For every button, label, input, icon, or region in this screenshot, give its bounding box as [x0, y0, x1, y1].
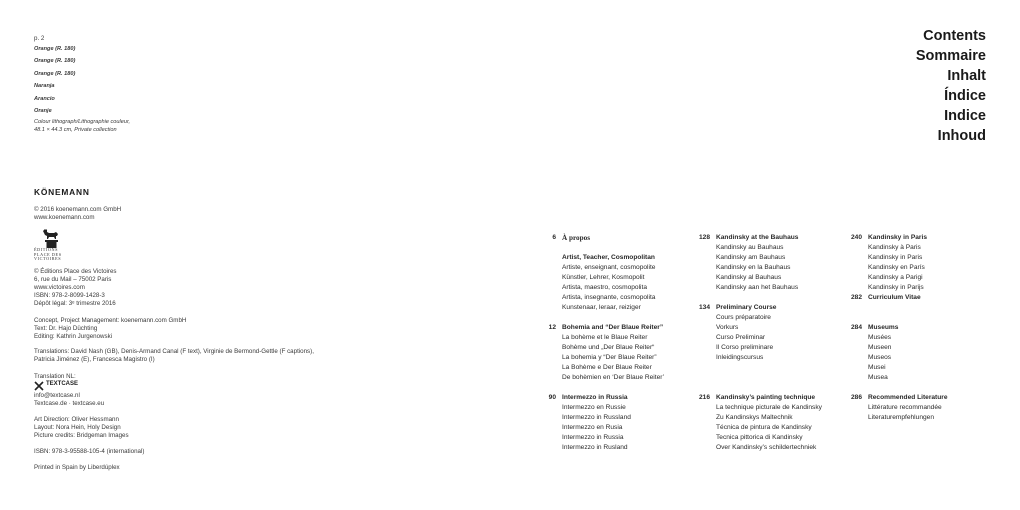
title-indice-es: Índice	[944, 88, 986, 104]
toc-heading[interactable]: Recommended Literature	[868, 394, 948, 401]
title-indice-it: Indice	[944, 108, 986, 124]
toc-translation: La bohème et le Blaue Reiter	[562, 334, 648, 341]
toc-section	[834, 293, 984, 303]
design-credits	[34, 416, 129, 440]
toc-translation: Museos	[868, 354, 892, 361]
publisher-brand: KÖNEMANN	[34, 187, 90, 197]
credit-line: Concept, Project Management: koenemann.com GmbH	[34, 317, 187, 324]
toc-translation: Littérature recommandée	[868, 404, 942, 411]
toc-heading[interactable]: Curriculum Vitae	[868, 294, 921, 301]
toc-translation: La bohemia y “Der Blaue Reiter”	[562, 354, 657, 361]
toc-translation: Kandinsky in Paris	[868, 254, 923, 261]
toc-heading[interactable]: À propos	[562, 234, 591, 242]
title-contents: Contents	[923, 28, 986, 44]
credit-line: Patricia Jiménez (E), Francesca Magistro (I)	[34, 356, 155, 363]
logo-text-line: PLACE DES	[34, 251, 62, 257]
toc-page-number: 6	[552, 234, 556, 241]
toc-translation: Musei	[868, 364, 886, 371]
toc-translation: Over Kandinsky’s schildertechniek	[716, 444, 817, 451]
toc-translation: Künstler, Lehrer, Kosmopolit	[562, 274, 645, 281]
toc-translation: Kandinsky en París	[868, 264, 925, 271]
toc-translation: Zu Kandinskys Maltechnik	[716, 414, 793, 421]
toc-heading[interactable]: Intermezzo in Russia	[562, 394, 628, 401]
toc-page-number: 240	[850, 234, 862, 241]
toc-page-number: 128	[698, 234, 710, 241]
toc-translation: Kandinsky à Paris	[868, 244, 921, 251]
toc-translation: Artista, maestro, cosmopolita	[562, 284, 648, 291]
toc-translation: Técnica de pintura de Kandinsky	[716, 424, 812, 431]
toc-heading[interactable]: Kandinsky in Paris	[868, 234, 927, 241]
toc-translation: Kandinsky a Parigi	[868, 274, 923, 281]
caption-desc-line: 48.1 × 44.3 cm, Private collection	[34, 126, 117, 133]
toc-heading[interactable]: Museums	[868, 324, 899, 331]
copyright-line: © 2016 koenemann.com GmbH	[34, 206, 122, 213]
toc-translation: Kandinsky al Bauhaus	[716, 274, 782, 281]
translation-nl-label: Translation NL:	[34, 373, 76, 380]
toc-translation: Kandinsky in Parijs	[868, 284, 924, 291]
toc-column-3	[834, 233, 984, 463]
toc-page-number: 282	[850, 294, 862, 301]
toc-page-number: 134	[698, 304, 710, 311]
caption-line: Orange (R. 180)	[34, 46, 76, 52]
caption-line: Naranja	[34, 83, 55, 89]
title-inhalt: Inhalt	[947, 68, 986, 84]
project-credits	[34, 317, 186, 341]
logo-text-line: ÉDITIONS	[34, 247, 59, 252]
toc-translation: Cours préparatoire	[716, 314, 771, 321]
contact-line: info@textcase.nl	[34, 392, 80, 399]
toc-page-number: 286	[850, 394, 862, 401]
toc-section	[834, 393, 984, 423]
copyright-block	[34, 206, 121, 222]
toc-page-number: 12	[548, 324, 556, 331]
equestrian-statue-icon	[34, 227, 68, 249]
toc-translation: Kandinsky en la Bauhaus	[716, 264, 791, 271]
toc-section	[682, 303, 842, 363]
toc-translation: Kandinsky aan het Bauhaus	[716, 284, 799, 291]
edition-line: Dépôt légal: 3ᵉ trimestre 2016	[34, 300, 116, 307]
edition-line: ISBN: 978-2-8099-1428-3	[34, 292, 105, 299]
toc-translation: Inleidingscursus	[716, 354, 764, 361]
toc-translation: Intermezzo in Rusland	[562, 444, 628, 451]
caption-line: Orange (R. 180)	[34, 58, 76, 64]
toc-section	[528, 323, 678, 383]
toc-page-number: 216	[698, 394, 710, 401]
credit-line: Picture credits: Bridgeman Images	[34, 432, 129, 439]
credit-line: Translations: David Nash (GB), Denis-Armand Canal (F text), Virginie de Bermond-Gettle (F captions),	[34, 348, 314, 355]
toc-translation: Il Corso preliminare	[716, 344, 774, 351]
toc-column-1	[528, 233, 678, 463]
toc-translation: La technique picturale de Kandinsky	[716, 404, 822, 411]
toc-section	[528, 253, 678, 313]
toc-translation: De bohèmien en ‘Der Blaue Reiter’	[562, 374, 665, 381]
toc-section	[682, 393, 842, 453]
toc-translation: Museen	[868, 344, 892, 351]
editions-logo	[34, 227, 68, 263]
toc-translation: Literaturempfehlungen	[868, 414, 934, 421]
toc-translation: Bohème und „Der Blaue Reiter“	[562, 344, 655, 351]
textcase-contact	[34, 392, 104, 408]
toc-translation: Artista, insegnante, cosmopolita	[562, 294, 656, 301]
toc-heading[interactable]: Artist, Teacher, Cosmopolitan	[562, 254, 655, 261]
toc-translation: Kandinsky am Bauhaus	[716, 254, 786, 261]
toc-heading[interactable]: Bohemia and “Der Blaue Reiter”	[562, 324, 664, 331]
toc-translation: Musea	[868, 374, 888, 381]
toc-translation: Musées	[868, 334, 892, 341]
toc-section	[682, 233, 842, 293]
toc-translation: Intermezzo en Russie	[562, 404, 626, 411]
logo-text-line: VICTOIRES	[34, 256, 62, 262]
toc-heading[interactable]: Kandinsky at the Bauhaus	[716, 234, 799, 241]
toc-section	[528, 233, 678, 243]
edition-line: www.victoires.com	[34, 284, 85, 291]
credit-line: Layout: Nora Hein, Holy Design	[34, 424, 121, 431]
textcase-mark-icon	[34, 381, 44, 391]
caption-line: Orange (R. 180)	[34, 70, 76, 77]
toc-translation: La Bohème e Der Blaue Reiter	[562, 364, 652, 371]
edition-line: © Éditions Place des Victoires	[34, 268, 117, 275]
printer-line: Printed in Spain by Liberdúplex	[34, 464, 120, 471]
toc-section	[834, 323, 984, 383]
toc-page-number: 284	[850, 324, 862, 331]
credit-line: Art Direction: Oliver Hessmann	[34, 416, 119, 423]
credit-line: Text: Dr. Hajo Düchting	[34, 325, 98, 332]
toc-section	[528, 393, 678, 453]
toc-translation: Intermezzo en Rusia	[562, 424, 623, 431]
title-sommaire: Sommaire	[915, 48, 986, 64]
toc-translation: Tecnica pittorica di Kandinsky	[716, 434, 803, 441]
toc-heading[interactable]: Preliminary Course	[716, 304, 777, 311]
caption-description	[34, 119, 130, 134]
toc-translation: Vorkurs	[716, 324, 739, 331]
translation-credits	[34, 348, 314, 364]
toc-column-2	[682, 233, 842, 463]
toc-translation: Intermezzo in Russland	[562, 414, 631, 421]
caption-line: Oranje	[34, 108, 52, 114]
toc-translation: Curso Preliminar	[716, 334, 766, 341]
toc-translation: Intermezzo in Russia	[562, 434, 624, 441]
toc-heading[interactable]: Kandinsky’s painting technique	[716, 394, 816, 401]
title-inhoud: Inhoud	[937, 128, 986, 144]
credit-line: Editing: Kathrin Jurgenowski	[34, 333, 113, 340]
contents-title-block	[786, 26, 986, 146]
caption-line: Arancio	[34, 95, 55, 102]
toc-translation: Kandinsky au Bauhaus	[716, 244, 784, 251]
contact-line: Textcase.de · textcase.eu	[34, 400, 105, 407]
caption-desc-line: Colour lithograph/Lithographie couleur,	[34, 119, 131, 125]
textcase-wordmark: TEXTCASE	[46, 381, 79, 387]
edition-line: 6, rue du Mail – 75002 Paris	[34, 276, 112, 283]
website-line: www.koenemann.com	[34, 214, 95, 221]
toc-section	[834, 233, 984, 293]
toc-translation: Artiste, enseignant, cosmopolite	[562, 264, 656, 271]
toc-translation: Kunstenaar, leraar, reiziger	[562, 304, 641, 311]
toc-page-number: 90	[548, 394, 556, 401]
page-reference: p. 2	[34, 35, 45, 42]
isbn-international: ISBN: 978-3-95588-105-4 (international)	[34, 448, 145, 455]
edition-info	[34, 268, 117, 308]
